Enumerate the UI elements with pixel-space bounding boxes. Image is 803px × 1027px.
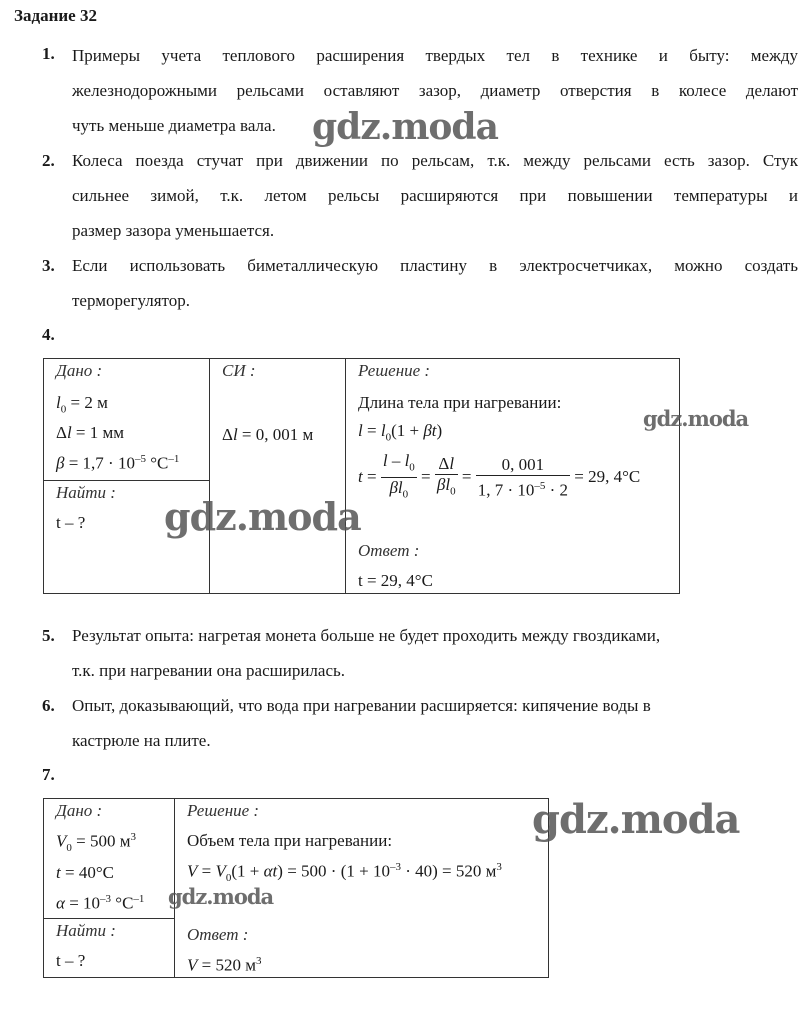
given-label: Дано : bbox=[56, 801, 103, 820]
page-title: Задание 32 bbox=[14, 6, 97, 25]
answer-value: V = 520 $м^3$ bbox=[187, 955, 262, 975]
fraction: $\frac{0, 001}{1, 7 \cdot 10^{-5} \cdot 2}$ bbox=[477, 455, 569, 500]
watermark: gdz.moda bbox=[532, 796, 740, 843]
temperature-formula: t = $\frac{l - l_0}{\beta l_0}$ = $\frac{\Delta l}{\beta l_0}$ = $\frac{0, 001}{1, 7 \cdot 10^{-5} \cdot 2}$ = 29, 4°C bbox=[358, 451, 640, 505]
given-alpha: $\alpha = 10^{-3}$ $^\circ C^{-1}$ bbox=[56, 893, 145, 913]
given-label: Дано : bbox=[56, 361, 103, 380]
given-temperature: t = 40°C bbox=[56, 863, 114, 882]
si-cell bbox=[210, 359, 346, 594]
item-number: 1. bbox=[42, 44, 55, 63]
watermark: gdz.moda bbox=[168, 884, 274, 909]
item-1-text: Примеры учета теплового расширения твердых тел в технике и быту: между железнодорожными рельсами оставляют зазор, диаметр отверстия в колесе делают чуть меньше диаметра вала. bbox=[72, 46, 798, 135]
length-formula: $l = l_0(1 + \beta t)$ bbox=[358, 421, 443, 444]
solution-label: Решение : bbox=[358, 361, 431, 380]
watermark: gdz.moda bbox=[643, 406, 749, 431]
given-length: $l_0 = 2$ м bbox=[56, 393, 108, 416]
item-number: 6. bbox=[42, 696, 55, 715]
si-label: СИ : bbox=[222, 361, 256, 380]
item-6-text: Опыт, доказывающий, что вода при нагревании расширяется: кипячение воды в кастрюле на плите. bbox=[72, 696, 651, 750]
find-cell bbox=[44, 919, 175, 978]
item-number: 4. bbox=[42, 325, 55, 344]
solution-cell bbox=[346, 359, 680, 594]
fraction: $\frac{\Delta l}{\beta l_0}$ bbox=[436, 454, 456, 498]
find-label: Найти : bbox=[56, 483, 116, 502]
volume-formula: $V = V_0(1 + \alpha t) = 500 \cdot (1 + 10^{-3} \cdot 40) = 520$ $м^3$ bbox=[187, 861, 502, 885]
find-label: Найти : bbox=[56, 921, 116, 940]
item-2-text: Колеса поезда стучат при движении по рельсам, т.к. между рельсами есть зазор. Стук сильнее зимой, т.к. летом рельсы расширяются при повышении температуры и размер зазора уменьшается. bbox=[72, 151, 798, 240]
item-number: 3. bbox=[42, 256, 55, 275]
item-number: 5. bbox=[42, 626, 55, 645]
find-value: t – ? bbox=[56, 513, 86, 532]
item-number: 7. bbox=[42, 765, 55, 784]
answer-label: Ответ : bbox=[187, 925, 249, 944]
solution-text: Объем тела при нагревании: bbox=[187, 831, 393, 850]
given-cell bbox=[44, 359, 210, 481]
given-delta-l: Δl = 1 мм bbox=[56, 423, 125, 442]
given-volume: $V_0 = 500$ $м^3$ bbox=[56, 831, 136, 855]
solution-text: Длина тела при нагревании: bbox=[358, 393, 562, 412]
si-value: Δl = 0, 001 м bbox=[222, 425, 314, 444]
item-5-text: Результат опыта: нагретая монета больше не будет проходить между гвоздиками, т.к. при нагревании она расширилась. bbox=[72, 626, 661, 680]
item-number: 2. bbox=[42, 151, 55, 170]
find-value: t – ? bbox=[56, 951, 86, 970]
answer-value: t = 29, 4°C bbox=[358, 571, 433, 590]
given-beta: $\beta = 1,7 \cdot 10^{-5}$ $^\circ C^{-1}$ bbox=[56, 453, 180, 473]
watermark: gdz.moda bbox=[164, 494, 361, 539]
task-4-table bbox=[43, 358, 680, 594]
fraction: $\frac{l - l_0}{\beta l_0}$ bbox=[382, 451, 415, 501]
watermark: gdz.moda bbox=[312, 106, 498, 148]
given-cell bbox=[44, 799, 175, 919]
item-3-text: Если использовать биметаллическую пластину в электросчетчиках, можно создать терморегулятор. bbox=[72, 256, 798, 310]
task-7-table bbox=[43, 798, 549, 978]
answer-label: Ответ : bbox=[358, 541, 420, 560]
solution-label: Решение : bbox=[187, 801, 260, 820]
